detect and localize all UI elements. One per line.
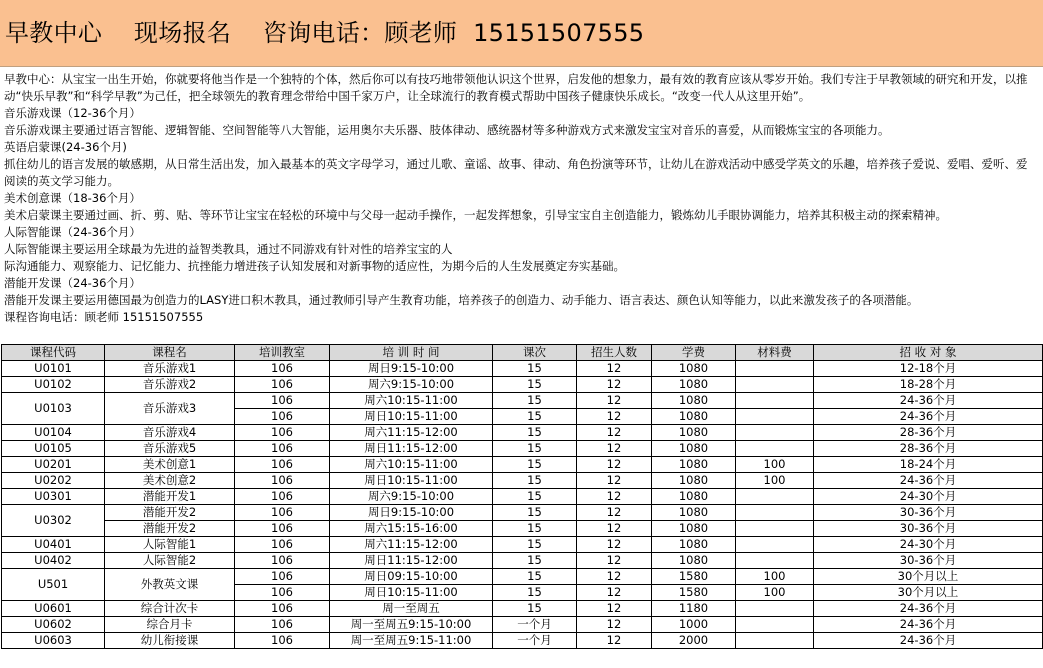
target-age-cell: 30个月以上 [814,569,1043,585]
table-header-row [2,345,1043,361]
header-banner [0,0,1043,67]
tuition-cell: 1000 [652,617,736,633]
course-name-cell: 音乐游戏1 [105,361,235,377]
header-course-code: 课程代码 [2,345,105,361]
sessions-cell: 15 [493,393,577,409]
time-cell: 周日9:15-10:00 [330,361,493,377]
classroom-cell: 106 [235,425,330,441]
target-age-cell: 30个月以上 [814,585,1043,601]
sessions-cell: 15 [493,537,577,553]
sessions-cell: 一个月 [493,617,577,633]
sessions-cell: 15 [493,441,577,457]
header-time: 培 训 时 间 [330,345,493,361]
classroom-cell: 106 [235,489,330,505]
table-row [2,633,1043,649]
classroom-cell: 106 [235,441,330,457]
tuition-cell: 1080 [652,409,736,425]
time-cell: 周六15:15-16:00 [330,521,493,537]
enrollment-cell: 12 [577,585,652,601]
target-age-cell: 30-36个月 [814,505,1043,521]
course-code-cell: U0202 [2,473,105,489]
classroom-cell: 106 [235,361,330,377]
material-fee-cell: 100 [736,569,814,585]
classroom-cell: 106 [235,473,330,489]
table-row [2,601,1043,617]
target-age-cell: 18-24个月 [814,457,1043,473]
enrollment-cell: 12 [577,553,652,569]
target-age-cell: 30-36个月 [814,553,1043,569]
material-fee-cell [736,377,814,393]
time-cell: 周日11:15-12:00 [330,441,493,457]
classroom-cell: 106 [235,505,330,521]
material-fee-cell: 100 [736,457,814,473]
table-row [2,441,1043,457]
time-cell: 周六11:15-12:00 [330,425,493,441]
tuition-cell: 1180 [652,601,736,617]
classroom-cell: 106 [235,553,330,569]
time-cell: 周日10:15-11:00 [330,409,493,425]
target-age-cell: 28-36个月 [814,441,1043,457]
sessions-cell: 一个月 [493,633,577,649]
material-fee-cell [736,489,814,505]
target-age-cell: 24-30个月 [814,537,1043,553]
art-course-description: 美术启蒙课主要通过画、折、剪、贴、等环节让宝宝在轻松的环境中与父母一起动手操作，一起发挥想象，引导宝宝自主创造能力，锻炼幼儿手眼协调能力，培养其积极主动的探索精神。 [4,208,947,222]
table-row [2,361,1043,377]
enrollment-cell: 12 [577,473,652,489]
classroom-cell: 106 [235,457,330,473]
table-row [2,537,1043,553]
enrollment-cell: 12 [577,505,652,521]
classroom-cell: 106 [235,409,330,425]
sessions-cell: 15 [493,505,577,521]
target-age-cell: 24-36个月 [814,601,1043,617]
page-title: 早教中心 现场报名 咨询电话：顾老师 15151507555 [5,19,645,47]
material-fee-cell [736,553,814,569]
music-course-description: 音乐游戏课主要通过语言智能、逻辑智能、空间智能等八大智能，运用奥尔夫乐器、肢体律动、感统器材等多种游戏方式来激发宝宝对音乐的喜爱，从而锻炼宝宝的各项能力。 [4,123,890,137]
material-fee-cell [736,425,814,441]
material-fee-cell [736,617,814,633]
table-row [2,617,1043,633]
material-fee-cell [736,393,814,409]
table-row [2,521,1043,537]
course-name-cell: 音乐游戏2 [105,377,235,393]
potential-course-heading: 潜能开发课（24-36个月） [4,276,141,290]
header-course-name: 课程名 [105,345,235,361]
music-course-heading: 音乐游戏课（12-36个月） [4,106,141,120]
course-code-cell: U0105 [2,441,105,457]
material-fee-cell [736,505,814,521]
sessions-cell: 15 [493,361,577,377]
course-code-cell: U501 [2,569,105,601]
course-name-cell: 音乐游戏3 [105,393,235,425]
classroom-cell: 106 [235,537,330,553]
table-row [2,425,1043,441]
table-row [2,377,1043,393]
time-cell: 周一至周五9:15-10:00 [330,617,493,633]
course-code-cell: U0301 [2,489,105,505]
table-row [2,569,1043,585]
table-row [2,505,1043,521]
tuition-cell: 1080 [652,457,736,473]
tuition-cell: 1080 [652,473,736,489]
sessions-cell: 15 [493,425,577,441]
enrollment-cell: 12 [577,409,652,425]
target-age-cell: 24-36个月 [814,409,1043,425]
english-course-description: 抓住幼儿的语言发展的敏感期，从日常生活出发，加入最基本的英文字母学习，通过儿歌、童谣、故事、律动、角色扮演等环节，让幼儿在游戏活动中感受学英文的乐趣，培养孩子爱说、爱唱、爱听、爱阅读的英文学习能力。 [4,157,1028,188]
sessions-cell: 15 [493,489,577,505]
social-course-description-2: 际沟通能力、观察能力、记忆能力、抗挫能力增进孩子认知发展和对新事物的适应性，为期今后的人生发展奠定夯实基础。 [4,259,625,273]
classroom-cell: 106 [235,393,330,409]
course-code-cell: U0302 [2,505,105,537]
course-code-cell: U0602 [2,617,105,633]
course-name-cell: 潜能开发2 [105,521,235,537]
time-cell: 周日9:15-10:00 [330,505,493,521]
tuition-cell: 1580 [652,585,736,601]
tuition-cell: 1580 [652,569,736,585]
table-row [2,473,1043,489]
target-age-cell: 24-36个月 [814,393,1043,409]
course-code-cell: U0603 [2,633,105,649]
sessions-cell: 15 [493,377,577,393]
enrollment-cell: 12 [577,393,652,409]
tuition-cell: 1080 [652,505,736,521]
sessions-cell: 15 [493,585,577,601]
enrollment-cell: 12 [577,361,652,377]
table-body [2,361,1043,649]
enrollment-cell: 12 [577,617,652,633]
material-fee-cell [736,601,814,617]
material-fee-cell [736,409,814,425]
time-cell: 周六11:15-12:00 [330,537,493,553]
target-age-cell: 24-30个月 [814,489,1043,505]
time-cell: 周六9:15-10:00 [330,489,493,505]
course-name-cell: 音乐游戏4 [105,425,235,441]
course-name-cell: 幼儿衔接课 [105,633,235,649]
table-row [2,553,1043,569]
enrollment-cell: 12 [577,633,652,649]
sessions-cell: 15 [493,569,577,585]
course-code-cell: U0103 [2,393,105,425]
time-cell: 周六9:15-10:00 [330,377,493,393]
course-name-cell: 综合月卡 [105,617,235,633]
course-name-cell: 人际智能2 [105,553,235,569]
sessions-cell: 15 [493,521,577,537]
table-row [2,393,1043,409]
tuition-cell: 1080 [652,441,736,457]
table-row [2,457,1043,473]
course-name-cell: 外教英文课 [105,569,235,601]
art-course-heading: 美术创意课（18-36个月） [4,191,141,205]
course-code-cell: U0401 [2,537,105,553]
material-fee-cell [736,521,814,537]
course-name-cell: 人际智能1 [105,537,235,553]
enrollment-cell: 12 [577,377,652,393]
sessions-cell: 15 [493,409,577,425]
table-row [2,489,1043,505]
material-fee-cell [736,441,814,457]
course-name-cell: 潜能开发2 [105,505,235,521]
tuition-cell: 2000 [652,633,736,649]
english-course-heading: 英语启蒙课(24-36个月) [4,140,127,154]
enrollment-cell: 12 [577,489,652,505]
enrollment-cell: 12 [577,569,652,585]
header-material-fee: 材料费 [736,345,814,361]
course-name-cell: 美术创意2 [105,473,235,489]
material-fee-cell [736,361,814,377]
social-course-heading: 人际智能课（24-36个月） [4,225,141,239]
target-age-cell: 30-36个月 [814,521,1043,537]
header-sessions: 课次 [493,345,577,361]
classroom-cell: 106 [235,569,330,585]
course-name-cell: 美术创意1 [105,457,235,473]
time-cell: 周日11:15-12:00 [330,553,493,569]
target-age-cell: 12-18个月 [814,361,1043,377]
time-cell: 周六10:15-11:00 [330,393,493,409]
sessions-cell: 15 [493,601,577,617]
target-age-cell: 28-36个月 [814,425,1043,441]
course-name-cell: 潜能开发1 [105,489,235,505]
material-fee-cell [736,633,814,649]
time-cell: 周日10:15-11:00 [330,585,493,601]
classroom-cell: 106 [235,633,330,649]
target-age-cell: 24-36个月 [814,473,1043,489]
intro-text [4,71,1038,326]
enrollment-cell: 12 [577,601,652,617]
sessions-cell: 15 [493,553,577,569]
tuition-cell: 1080 [652,553,736,569]
classroom-cell: 106 [235,521,330,537]
material-fee-cell: 100 [736,585,814,601]
sessions-cell: 15 [493,457,577,473]
classroom-cell: 106 [235,377,330,393]
classroom-cell: 106 [235,601,330,617]
target-age-cell: 24-36个月 [814,633,1043,649]
time-cell: 周六10:15-11:00 [330,457,493,473]
time-cell: 周日10:15-11:00 [330,473,493,489]
tuition-cell: 1080 [652,521,736,537]
material-fee-cell [736,537,814,553]
enrollment-cell: 12 [577,457,652,473]
tuition-cell: 1080 [652,393,736,409]
course-code-cell: U0601 [2,601,105,617]
tuition-cell: 1080 [652,537,736,553]
social-course-description-1: 人际智能课主要运用全球最为先进的益智类教具，通过不同游戏有针对性的培养宝宝的人 [4,242,453,256]
course-code-cell: U0402 [2,553,105,569]
enrollment-cell: 12 [577,521,652,537]
time-cell: 周一至周五 [330,601,493,617]
classroom-cell: 106 [235,585,330,601]
consult-phone-line: 课程咨询电话：顾老师 15151507555 [4,310,204,324]
header-classroom: 培训教室 [235,345,330,361]
time-cell: 周一至周五9:15-11:00 [330,633,493,649]
time-cell: 周日09:15-10:00 [330,569,493,585]
course-code-cell: U0102 [2,377,105,393]
potential-course-description: 潜能开发课主要运用德国最为创造力的LASY进口积木教具，通过教师引导产生教育功能，培养孩子的创造力、动手能力、语言表达、颜色认知等能力，以此来激发孩子的各项潜能。 [4,293,919,307]
course-name-cell: 综合计次卡 [105,601,235,617]
intro-paragraph: 早教中心：从宝宝一出生开始，你就要将他当作是一个独特的个体，然后你可以有技巧地带领他认识这个世界，启发他的想象力，最有效的教育应该从零岁开始。我们专注于早教领域的研究和开发，以推动“快乐早教”和“科学早教”为己任，把全球领先的教育理念带给中国千家万户，让全球流行的教育模式帮助中国孩子健康快乐成长。“改变一代人从这里开始”。 [4,72,1028,103]
enrollment-cell: 12 [577,441,652,457]
course-code-cell: U0104 [2,425,105,441]
course-code-cell: U0101 [2,361,105,377]
tuition-cell: 1080 [652,425,736,441]
enrollment-cell: 12 [577,537,652,553]
course-table [1,344,1043,649]
material-fee-cell: 100 [736,473,814,489]
target-age-cell: 24-36个月 [814,617,1043,633]
target-age-cell: 18-28个月 [814,377,1043,393]
tuition-cell: 1080 [652,377,736,393]
course-code-cell: U0201 [2,457,105,473]
sessions-cell: 15 [493,473,577,489]
header-tuition: 学费 [652,345,736,361]
header-enrollment: 招生人数 [577,345,652,361]
tuition-cell: 1080 [652,489,736,505]
header-target-age: 招 收 对 象 [814,345,1043,361]
tuition-cell: 1080 [652,361,736,377]
course-name-cell: 音乐游戏5 [105,441,235,457]
enrollment-cell: 12 [577,425,652,441]
classroom-cell: 106 [235,617,330,633]
